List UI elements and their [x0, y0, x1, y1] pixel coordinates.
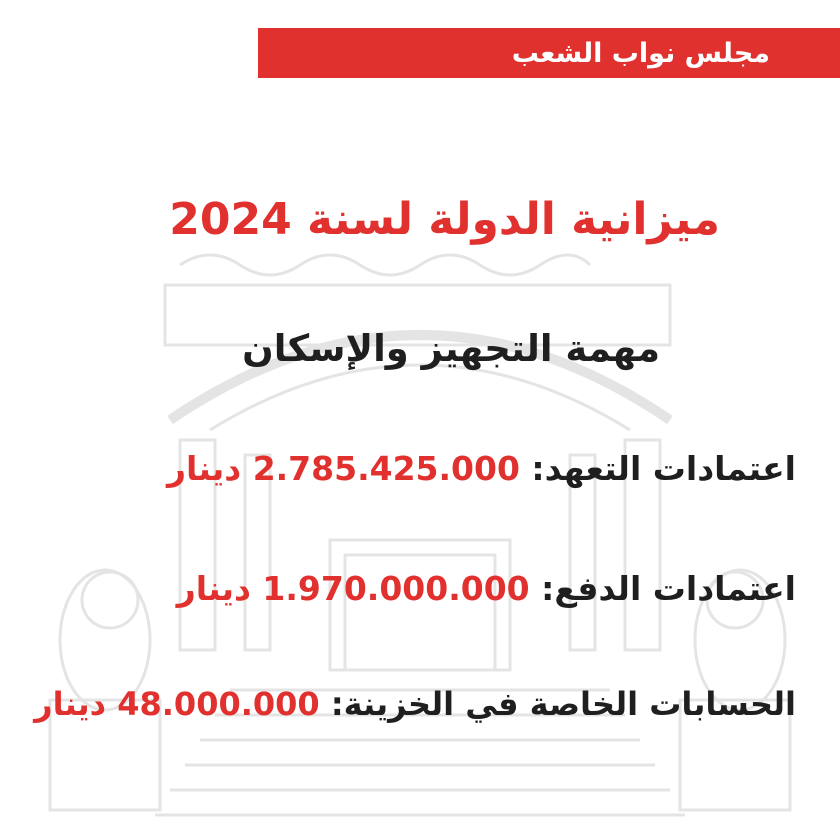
budget-line-amount: 2.785.425.000 دينار	[167, 449, 520, 488]
budget-line-label: الحسابات الخاصة في الخزينة:	[319, 685, 796, 723]
budget-line-label: اعتمادات الدفع:	[529, 569, 796, 608]
mission-subtitle: مهمة التجهيز والإسكان	[242, 327, 660, 370]
budget-line-label: اعتمادات التعهد:	[519, 449, 796, 488]
budget-line-amount: 1.970.000.000 دينار	[176, 569, 530, 608]
header-title: مجلس نواب الشعب	[511, 37, 770, 69]
budget-line-treasury-accounts	[34, 685, 796, 723]
main-title: ميزانية الدولة لسنة 2024	[169, 194, 720, 245]
header-bar	[258, 28, 840, 78]
budget-line-amount: 48.000.000 دينار	[34, 685, 320, 723]
budget-line-payment	[176, 569, 796, 608]
budget-line-commitment	[167, 449, 796, 488]
